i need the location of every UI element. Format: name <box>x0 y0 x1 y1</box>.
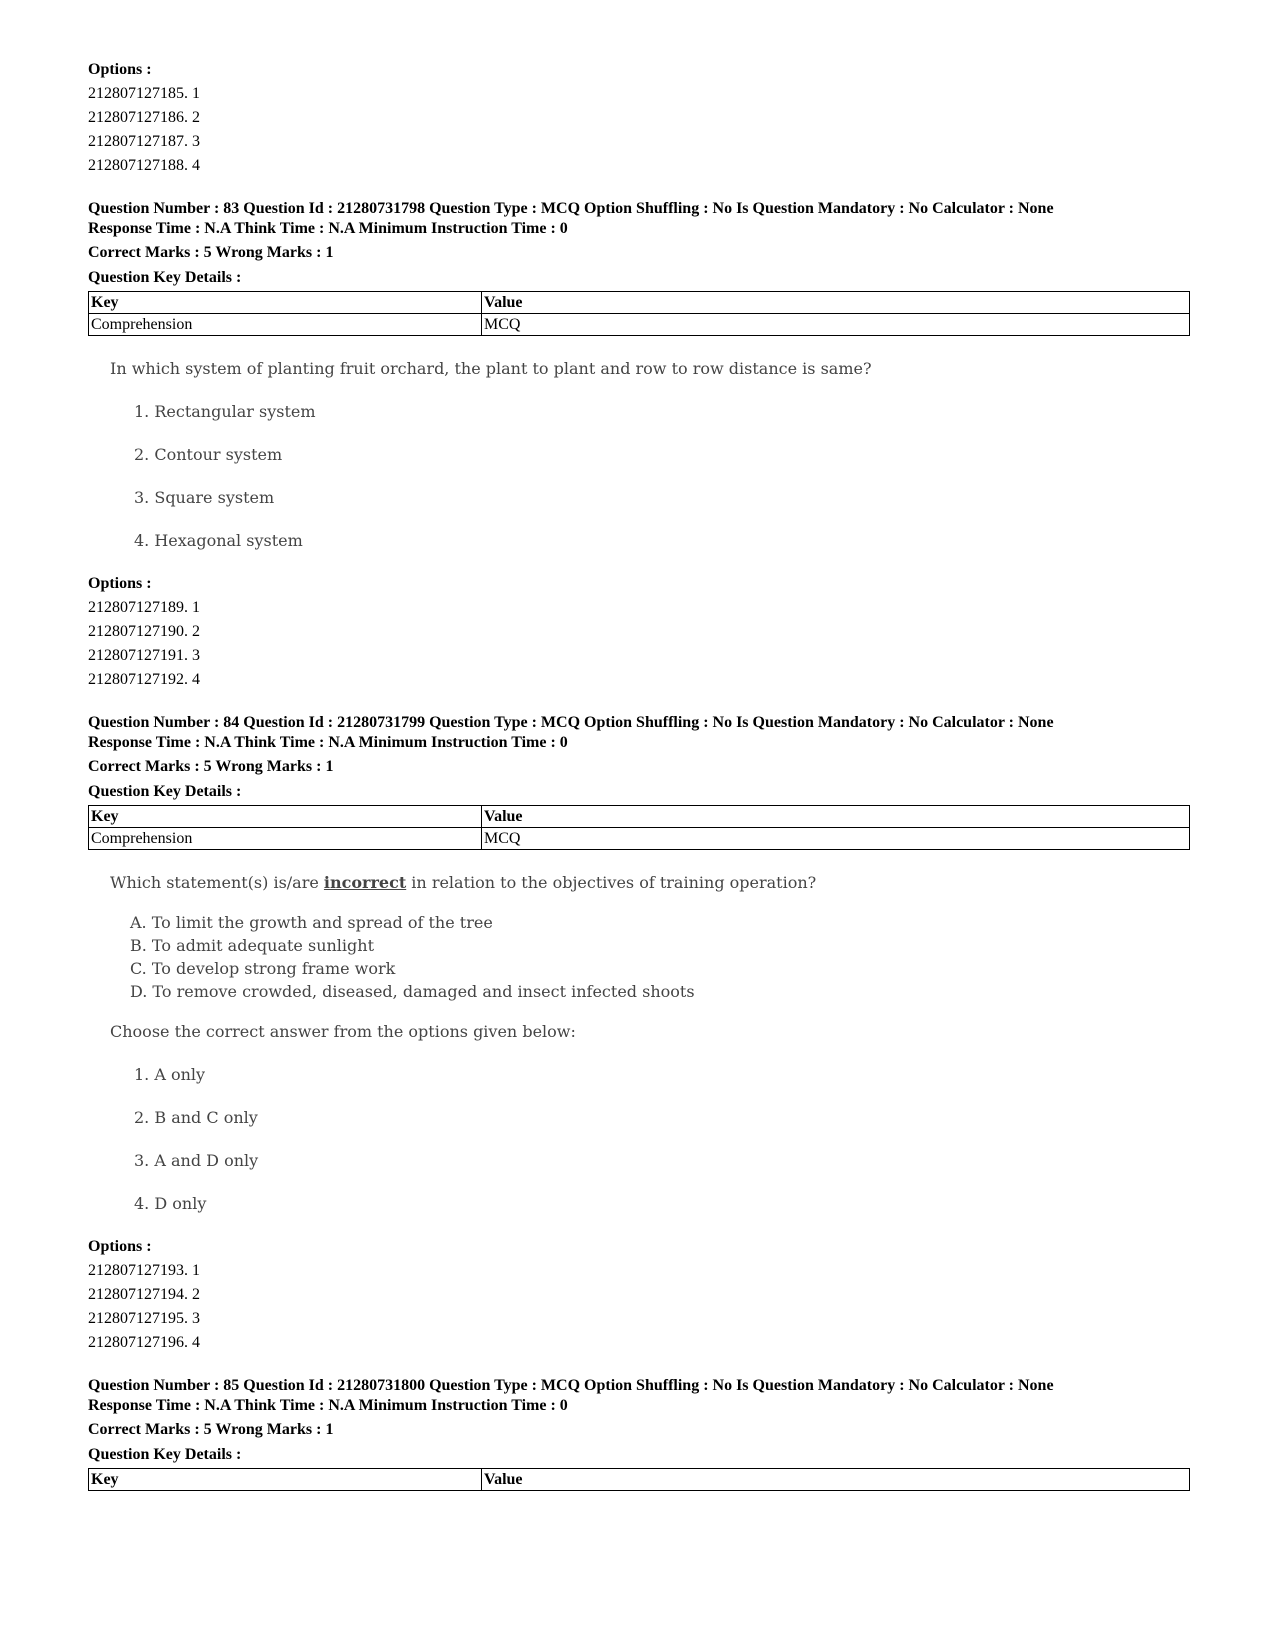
option-item: 212807127194. 2 <box>88 1286 200 1303</box>
table-row <box>89 314 1190 336</box>
statement-item: B. To admit adequate sunlight <box>130 936 375 955</box>
question-key-details-label: Question Key Details : <box>88 269 242 286</box>
question-key-table <box>88 291 1190 336</box>
question-timing: Response Time : N.A Think Time : N.A Minimum Instruction Time : 0 <box>88 220 568 237</box>
statement-list <box>88 911 1190 1003</box>
options-label: Options : <box>88 61 152 78</box>
question-text-post: in relation to the objectives of training operation? <box>406 873 817 892</box>
question-timing: Response Time : N.A Think Time : N.A Minimum Instruction Time : 0 <box>88 1397 568 1414</box>
question-choice: 3. A and D only <box>134 1151 259 1170</box>
option-item: 212807127186. 2 <box>88 109 200 126</box>
options-block-84 <box>88 1235 1190 1355</box>
option-item: 212807127191. 3 <box>88 647 200 664</box>
document-page <box>88 58 1190 1491</box>
question-body-image <box>88 871 1190 1215</box>
table-row <box>89 828 1190 850</box>
options-block-82 <box>88 58 1190 178</box>
table-cell-value: MCQ <box>482 314 1190 336</box>
question-85 <box>88 1376 1190 1491</box>
question-84 <box>88 713 1190 1355</box>
options-label: Options : <box>88 575 152 592</box>
question-key-details-label: Question Key Details : <box>88 783 242 800</box>
statement-item: D. To remove crowded, diseased, damaged and insect infected shoots <box>130 982 695 1001</box>
table-cell-key: Comprehension <box>89 314 482 336</box>
question-header: Question Number : 83 Question Id : 21280731798 Question Type : MCQ Option Shuffling : No Is Question Mandatory : No Calculator : None <box>88 200 1054 217</box>
question-83 <box>88 199 1190 692</box>
question-choice: 3. Square system <box>134 488 275 507</box>
option-item: 212807127196. 4 <box>88 1334 200 1351</box>
option-item: 212807127193. 1 <box>88 1262 200 1279</box>
question-timing: Response Time : N.A Think Time : N.A Minimum Instruction Time : 0 <box>88 734 568 751</box>
table-cell-value: MCQ <box>482 828 1190 850</box>
question-text-emphasis: incorrect <box>323 873 407 892</box>
statement-item: A. To limit the growth and spread of the tree <box>130 913 493 932</box>
question-choice: 2. Contour system <box>134 445 283 464</box>
question-key-table <box>88 805 1190 850</box>
table-header-key: Key <box>89 292 482 314</box>
table-header-value: Value <box>482 806 1190 828</box>
options-block-83 <box>88 572 1190 692</box>
option-item: 212807127189. 1 <box>88 599 200 616</box>
option-item: 212807127185. 1 <box>88 85 200 102</box>
question-choice: 1. A only <box>134 1065 206 1084</box>
question-choice: 2. B and C only <box>134 1108 258 1127</box>
question-body-image <box>88 357 1190 552</box>
question-text <box>88 871 1190 894</box>
option-item: 212807127188. 4 <box>88 157 200 174</box>
question-marks: Correct Marks : 5 Wrong Marks : 1 <box>88 1421 334 1438</box>
table-header-key: Key <box>89 1469 482 1491</box>
question-marks: Correct Marks : 5 Wrong Marks : 1 <box>88 244 334 261</box>
question-choice: 4. D only <box>134 1194 207 1213</box>
question-choice: 1. Rectangular system <box>134 402 316 421</box>
option-item: 212807127187. 3 <box>88 133 200 150</box>
question-header: Question Number : 84 Question Id : 21280731799 Question Type : MCQ Option Shuffling : No Is Question Mandatory : No Calculator : None <box>88 714 1054 731</box>
question-marks: Correct Marks : 5 Wrong Marks : 1 <box>88 758 334 775</box>
question-choice: 4. Hexagonal system <box>134 531 303 550</box>
question-header: Question Number : 85 Question Id : 21280731800 Question Type : MCQ Option Shuffling : No Is Question Mandatory : No Calculator : None <box>88 1377 1054 1394</box>
question-text: In which system of planting fruit orchard, the plant to plant and row to row distance is same? <box>110 359 872 378</box>
option-item: 212807127190. 2 <box>88 623 200 640</box>
table-header-value: Value <box>482 1469 1190 1491</box>
options-label: Options : <box>88 1238 152 1255</box>
option-item: 212807127192. 4 <box>88 671 200 688</box>
question-text-pre: Which statement(s) is/are <box>110 873 324 892</box>
question-key-details-label: Question Key Details : <box>88 1446 242 1463</box>
table-cell-key: Comprehension <box>89 828 482 850</box>
option-item: 212807127195. 3 <box>88 1310 200 1327</box>
question-key-table <box>88 1468 1190 1491</box>
question-instruction: Choose the correct answer from the options given below: <box>110 1022 576 1041</box>
statement-item: C. To develop strong frame work <box>130 959 396 978</box>
table-header-value: Value <box>482 292 1190 314</box>
table-header-key: Key <box>89 806 482 828</box>
